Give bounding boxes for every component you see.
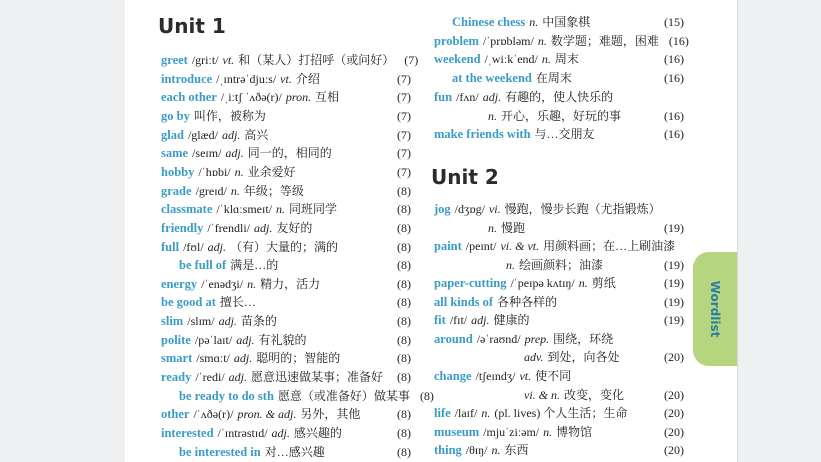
word-entry (434, 88, 684, 106)
entry-text (434, 367, 575, 385)
entry-word: museum (434, 424, 480, 439)
entry-pos: n. (537, 33, 547, 48)
entry-pos: adv. (524, 350, 544, 365)
entry-page: (8) (397, 220, 411, 235)
entry-text (161, 144, 336, 162)
word-entry (161, 200, 411, 218)
entry-page: (8) (397, 239, 411, 254)
entry-page: (15) (664, 15, 684, 29)
entry-definition: 剪纸 (591, 276, 616, 291)
entry-definition: 在周末 (535, 71, 572, 86)
entry-phonetic: /ˈpeɪpə kʌtɪŋ/ (510, 276, 575, 291)
entry-word: paper-cutting (434, 276, 507, 291)
entry-definition: 感兴趣的 (293, 426, 342, 440)
entry-word: all kinds of (434, 294, 494, 309)
word-entry (434, 200, 684, 218)
entry-definition: 改变，变化 (564, 387, 625, 402)
entry-page: (7) (404, 53, 419, 67)
entry-pos: adj. (236, 332, 255, 347)
entry-phonetic: /ˌwiːkˈend/ (484, 52, 538, 67)
entry-word: fit (434, 313, 446, 328)
entry-word: friendly (161, 220, 204, 235)
entry-text (434, 386, 628, 404)
entry-word: introduce (161, 71, 213, 86)
entry-word: be good at (161, 295, 216, 310)
word-entry (161, 387, 434, 405)
entry-text (434, 125, 599, 143)
entry-phonetic: /fʊl/ (183, 239, 204, 254)
entry-page: (8) (397, 444, 411, 459)
entry-definition: 到处，向各处 (547, 350, 620, 365)
entry-text (434, 88, 617, 106)
entry-pos: n. (234, 164, 244, 179)
entry-word: change (434, 368, 472, 383)
entry-text (161, 70, 324, 88)
entry-pos: n. (247, 276, 257, 291)
word-entry (434, 50, 684, 68)
word-entry (434, 404, 684, 422)
entry-pos: n. (529, 15, 539, 29)
entry-page: (8) (397, 314, 411, 329)
entry-definition: 同一的，相同的 (247, 146, 332, 161)
entry-pos: vi. & vt. (500, 239, 540, 254)
wordlist-tab-label: Wordlist (708, 280, 722, 338)
entry-pos: n. (578, 276, 588, 291)
entry-definition: 介绍 (295, 71, 320, 86)
word-entry (161, 275, 411, 293)
entry-page: (16) (664, 52, 684, 67)
entry-word: full (161, 239, 180, 254)
entry-text (434, 219, 529, 237)
entry-word: greet (161, 53, 188, 67)
entry-page: (8) (397, 295, 411, 310)
entry-pos: vi. (488, 202, 501, 216)
entry-text (434, 107, 625, 125)
entry-word: classmate (161, 202, 213, 217)
entry-phonetic: /θɪŋ/ (465, 443, 488, 458)
wordlist-tab[interactable] (693, 252, 737, 366)
word-entry (434, 441, 684, 459)
entry-text (161, 182, 308, 200)
entry-text (161, 424, 346, 442)
word-entry (434, 311, 684, 329)
entry-pos: adj. (218, 314, 237, 329)
entry-phonetic: /ˈredi/ (195, 370, 225, 385)
entry-definition: 围绕，环绕 (553, 331, 614, 346)
entry-definition: 和（某人）打招呼（或问好） (238, 53, 395, 67)
entry-word: fun (434, 89, 453, 104)
word-entry (161, 331, 411, 349)
entry-definition: 友好的 (276, 220, 313, 235)
word-entry (434, 330, 684, 348)
entry-page: (8) (397, 426, 411, 440)
entry-pos: pron. & adj. (237, 407, 297, 422)
word-entry (434, 256, 684, 274)
entry-pos: adj. (254, 220, 273, 235)
entry-page: (20) (664, 406, 684, 421)
entry-page: (16) (668, 33, 689, 48)
entry-page: (20) (664, 443, 684, 458)
entry-page: (7) (397, 127, 411, 142)
entry-page: (8) (397, 258, 411, 273)
word-entry (434, 32, 689, 50)
entry-phonetic: /ˈʌðə(r)/ (193, 407, 234, 422)
entry-pos: n. (230, 183, 240, 198)
entry-pos: adj. (228, 370, 247, 385)
word-entry (161, 182, 411, 200)
entry-definition: 有礼貌的 (258, 332, 307, 347)
entry-phonetic: /ˈklɑːsmeɪt/ (216, 202, 272, 217)
entry-phonetic: /dʒɒg/ (454, 202, 485, 216)
entry-page: (19) (664, 220, 684, 235)
entry-text (434, 274, 620, 292)
unit-1-heading: Unit 1 (158, 14, 226, 38)
word-entry (161, 107, 411, 125)
word-entry (161, 443, 411, 461)
entry-word: paint (434, 239, 462, 254)
entry-definition: 中国象棋 (542, 15, 591, 29)
entry-phonetic: /glæd/ (187, 127, 218, 142)
entry-page: (19) (664, 294, 684, 309)
entry-pos: n. (488, 108, 497, 123)
entry-page: (8) (397, 332, 411, 347)
entry-phonetic: /tʃeɪndʒ/ (475, 368, 516, 383)
entry-text (161, 200, 341, 218)
entry-pos: pron. (285, 90, 312, 105)
entry-word: life (434, 406, 451, 421)
entry-page: (20) (664, 387, 684, 402)
entry-phonetic: /ˈɪntrəstɪd/ (217, 426, 268, 440)
entry-phonetic: /əˈraʊnd/ (476, 331, 521, 346)
word-entry (434, 348, 684, 366)
entry-word: slim (161, 314, 184, 329)
entry-word: be interested in (179, 444, 261, 459)
word-entry (161, 405, 411, 423)
entry-pos: n. (275, 202, 285, 217)
entry-definition: 精力，活力 (260, 276, 321, 291)
entry-phonetic: /fɪt/ (449, 313, 468, 328)
entry-definition: 慢跑，慢步长跑（尤指锻炼） (504, 202, 661, 216)
entry-word: polite (161, 332, 191, 347)
entry-text (434, 13, 594, 31)
entry-word: weekend (434, 52, 481, 67)
entry-phonetic: /greɪd/ (195, 183, 227, 198)
entry-pos: vt. (519, 368, 532, 383)
entry-definition: 业余爱好 (247, 164, 296, 179)
entry-definition: 高兴 (244, 127, 269, 142)
entry-text (161, 256, 282, 274)
entry-page: (19) (664, 276, 684, 291)
entry-text (161, 126, 272, 144)
word-entry (161, 238, 411, 256)
word-entry (161, 349, 411, 367)
entry-word: smart (161, 351, 193, 366)
entry-page: (8) (397, 202, 411, 217)
entry-pos: n. (543, 424, 553, 439)
entry-pos: vt. (280, 71, 292, 86)
entry-definition: 数学题；难题，困难 (550, 33, 659, 48)
entry-text (434, 32, 663, 50)
entry-definition: 慢跑 (501, 220, 526, 235)
word-entry (161, 293, 411, 311)
word-entry (434, 386, 684, 404)
entry-text (161, 88, 343, 106)
entry-text (161, 312, 281, 330)
entry-text (161, 107, 270, 125)
entry-word: interested (161, 426, 214, 440)
entry-pos: n. (481, 406, 491, 421)
entry-text (434, 293, 561, 311)
entry-text (161, 405, 364, 423)
entry-definition: 苗条的 (240, 314, 277, 329)
word-entry (161, 70, 411, 88)
entry-pos: adj. (233, 351, 253, 366)
entry-definition: 同班同学 (288, 202, 337, 217)
entry-pos: adj. (207, 239, 226, 254)
entry-text (161, 293, 260, 311)
entry-text (434, 404, 631, 422)
entry-definition: (pl. lives) 个人生活；生命 (494, 406, 628, 421)
entry-word: at the weekend (452, 71, 532, 86)
entry-phonetic: /ˈhɒbi/ (198, 164, 231, 179)
word-entry (161, 88, 411, 106)
entry-word: jog (434, 202, 451, 216)
word-entry (434, 237, 684, 255)
entry-page: (8) (397, 370, 411, 385)
entry-definition: 聪明的；智能的 (256, 351, 341, 366)
entry-word: ready (161, 370, 192, 385)
word-entry (434, 13, 684, 31)
entry-word: go by (161, 108, 190, 123)
entry-pos: vi. & n. (524, 387, 560, 402)
entry-page: (20) (664, 350, 684, 365)
entry-word: around (434, 331, 473, 346)
entry-definition: 愿意迅速做某事；准备好 (251, 370, 384, 385)
word-entry (434, 107, 684, 125)
entry-phonetic: /mjuˈziːəm/ (483, 424, 540, 439)
word-entry (161, 256, 411, 274)
entry-pos: n. (488, 220, 497, 235)
word-entry (161, 368, 411, 386)
entry-text (161, 368, 387, 386)
word-entry (161, 219, 411, 237)
entry-word: thing (434, 443, 462, 458)
entry-definition: 擅长… (219, 295, 256, 310)
word-entry (434, 274, 684, 292)
entry-definition: 互相 (315, 90, 340, 105)
entry-page: (8) (397, 351, 411, 366)
unit-2-heading: Unit 2 (431, 165, 499, 189)
entry-word: Chinese chess (452, 15, 526, 29)
entry-definition: 满是…的 (230, 258, 279, 273)
entry-phonetic: /seɪm/ (192, 146, 222, 161)
entry-definition: 周末 (554, 52, 579, 67)
word-entry (434, 69, 684, 87)
word-entry (434, 367, 684, 385)
entry-definition: 对…感兴趣 (264, 444, 325, 459)
entry-phonetic: /ˈprɒbləm/ (482, 33, 534, 48)
entry-definition: 年级；等级 (243, 183, 304, 198)
entry-pos: adj. (471, 313, 490, 328)
entry-phonetic: /griːt/ (191, 53, 219, 67)
word-entry (161, 424, 411, 442)
entry-definition: 博物馆 (556, 424, 593, 439)
entry-phonetic: /ˈenədʒi/ (201, 276, 244, 291)
entry-text (434, 348, 623, 366)
entry-definition: 另外，其他 (300, 407, 361, 422)
word-entry (161, 126, 411, 144)
entry-text (434, 330, 617, 348)
entry-definition: （有）大量的；满的 (230, 239, 339, 254)
entry-definition: 用颜料画；在…上刷油漆 (543, 239, 676, 254)
entry-page: (8) (419, 388, 434, 403)
entry-text (161, 51, 398, 69)
entry-phonetic: /slɪm/ (187, 314, 215, 329)
entry-phonetic: /ˌɪntrəˈdjuːs/ (216, 71, 277, 86)
entry-phonetic: /peɪnt/ (465, 239, 497, 254)
entry-word: problem (434, 33, 479, 48)
entry-phonetic: /laɪf/ (454, 406, 478, 421)
entry-word: each other (161, 90, 217, 105)
entry-page: (16) (664, 108, 684, 123)
entry-pos: n. (506, 257, 515, 272)
entry-text (161, 219, 316, 237)
entry-definition: 健康的 (493, 313, 530, 328)
entry-text (161, 349, 344, 367)
word-entry (434, 219, 684, 237)
entry-pos: vt. (222, 53, 235, 67)
word-entry (161, 144, 411, 162)
entry-text (434, 423, 596, 441)
entry-phonetic: /ˌiːtʃ ˈʌðə(r)/ (220, 90, 282, 105)
entry-word: energy (161, 276, 198, 291)
entry-pos: prep. (524, 331, 550, 346)
entry-pos: adj. (225, 146, 244, 161)
entry-word: be ready to do sth (179, 388, 274, 403)
entry-pos: n. (541, 52, 551, 67)
entry-word: same (161, 146, 189, 161)
word-entry (161, 312, 411, 330)
entry-text (434, 311, 534, 329)
entry-text (161, 275, 324, 293)
entry-phonetic: /pəˈlaɪt/ (194, 332, 233, 347)
entry-phonetic: /smɑːt/ (196, 351, 230, 366)
entry-phonetic: /ˈfrendli/ (207, 220, 251, 235)
entry-text (161, 331, 311, 349)
entry-page: (8) (397, 407, 411, 422)
entry-text (434, 50, 583, 68)
entry-pos: adj. (482, 89, 502, 104)
word-entry (434, 125, 684, 143)
entry-text (161, 238, 342, 256)
word-entry (434, 423, 684, 441)
entry-phonetic: /fʌn/ (456, 89, 479, 104)
entry-pos: n. (491, 443, 501, 458)
entry-definition: 东西 (504, 443, 529, 458)
entry-page: (7) (397, 71, 411, 86)
entry-page: (7) (397, 164, 411, 179)
entry-text (161, 163, 300, 181)
entry-text (161, 443, 329, 461)
entry-text (434, 69, 576, 87)
entry-page: (19) (664, 313, 684, 328)
entry-definition: 有趣的，使人快乐的 (505, 89, 614, 104)
entry-word: hobby (161, 164, 195, 179)
entry-text (434, 237, 679, 255)
entry-word: make friends with (434, 127, 531, 142)
entry-word: grade (161, 183, 192, 198)
word-entry (434, 293, 684, 311)
entry-definition: 与…交朋友 (534, 127, 595, 142)
entry-page: (7) (397, 146, 411, 161)
entry-word: be full of (179, 258, 227, 273)
entry-page: (19) (664, 257, 684, 272)
entry-page: (16) (664, 71, 684, 86)
entry-definition: 愿意（或准备好）做某事 (277, 388, 410, 403)
entry-page: (7) (397, 90, 411, 105)
entry-page: (16) (664, 127, 684, 142)
entry-text (434, 200, 665, 218)
entry-word: other (161, 407, 190, 422)
entry-page: (8) (397, 183, 411, 198)
entry-definition: 使不同 (535, 368, 572, 383)
entry-text (161, 387, 414, 405)
entry-page: (8) (397, 276, 411, 291)
entry-definition: 叫作，被称为 (193, 108, 266, 123)
word-entry (161, 51, 419, 69)
entry-text (434, 441, 533, 459)
entry-definition: 绘画颜料；油漆 (519, 257, 604, 272)
entry-definition: 各种各样的 (497, 294, 558, 309)
entry-text (434, 256, 607, 274)
entry-pos: adj. (271, 426, 290, 440)
entry-pos: adj. (221, 127, 241, 142)
entry-word: glad (161, 127, 184, 142)
entry-definition: 开心，乐趣，好玩的事 (501, 108, 622, 123)
entry-page: (7) (397, 108, 411, 123)
word-entry (161, 163, 411, 181)
entry-page: (20) (664, 424, 684, 439)
